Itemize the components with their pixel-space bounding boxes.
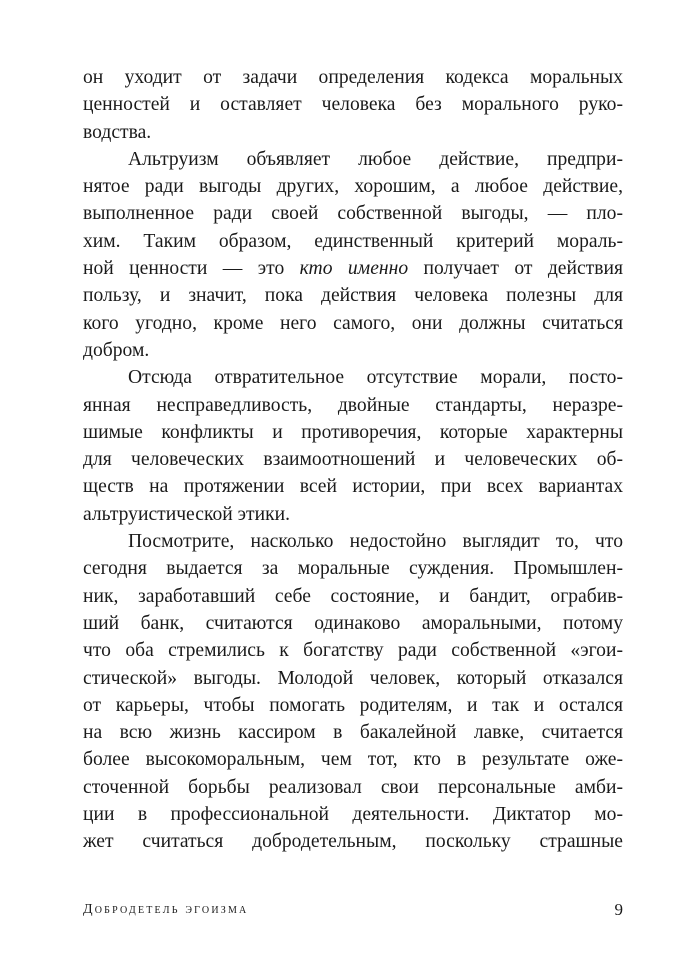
text-line: нятое ради выгоды других, хорошим, а любое действие, bbox=[83, 176, 623, 198]
emphasis-text: кто именно bbox=[299, 258, 409, 280]
page-number: 9 bbox=[614, 900, 623, 919]
text-run: ной ценности — это bbox=[83, 258, 300, 280]
page-body bbox=[83, 64, 623, 856]
text-line: хим. Таким образом, единственный критерий мораль- bbox=[83, 230, 623, 252]
text-line-with-emphasis bbox=[83, 255, 623, 282]
paragraph bbox=[83, 364, 623, 528]
text-line: более высокоморальным, чем тот, кто в результате оже- bbox=[83, 749, 623, 771]
text-run: получает от действия bbox=[408, 258, 623, 280]
text-line: янная несправедливость, двойные стандарты, неразре- bbox=[83, 394, 623, 416]
paragraph bbox=[83, 146, 623, 364]
text-line: ществ на протяжении всей истории, при всех вариантах bbox=[83, 476, 623, 498]
text-line: кого угодно, кроме него самого, они должны считаться bbox=[83, 312, 623, 334]
text-line: альтруистической этики. bbox=[83, 503, 291, 525]
text-line: жет считаться добродетельным, поскольку страшные bbox=[83, 831, 623, 853]
text-line: Отсюда отвратительное отсутствие морали, посто- bbox=[128, 367, 623, 389]
text-line: Посмотрите, насколько недостойно выглядит то, что bbox=[128, 531, 623, 553]
running-footer-title: Добродетель эгоизма bbox=[83, 902, 249, 917]
text-line: от карьеры, чтобы помогать родителям, и так и остался bbox=[83, 694, 623, 716]
text-line: шимые конфликты и противоречия, которые характерны bbox=[83, 421, 623, 443]
paragraph bbox=[83, 64, 623, 146]
text-line: ший банк, считаются одинаково аморальными, потому bbox=[83, 612, 623, 634]
text-line: он уходит от задачи определения кодекса моральных bbox=[83, 67, 623, 88]
text-line: ник, заработавший себе состояние, и бандит, ограбив- bbox=[83, 585, 623, 607]
text-line: что оба стремились к богатству ради собственной «эгои- bbox=[83, 640, 623, 662]
text-line: выполненное ради своей собственной выгоды, — пло- bbox=[83, 203, 623, 225]
text-line: ции в профессиональной деятельности. Диктатор мо- bbox=[83, 804, 623, 826]
paragraph bbox=[83, 528, 623, 856]
text-line: сегодня выдается за моральные суждения. Промышлен- bbox=[83, 558, 623, 580]
text-line: Альтруизм объявляет любое действие, предпри- bbox=[128, 148, 623, 170]
text-line: для человеческих взаимоотношений и человеческих об- bbox=[83, 449, 623, 471]
text-line: сточенной борьбы реализовал свои персональные амби- bbox=[83, 776, 623, 798]
text-line: ценностей и оставляет человека без морального руко- bbox=[83, 94, 623, 116]
text-line: добром. bbox=[83, 339, 150, 361]
text-line: пользу, и значит, пока действия человека полезны для bbox=[83, 285, 623, 307]
text-line: водства. bbox=[83, 121, 152, 143]
text-line: стической» выгоды. Молодой человек, который отказался bbox=[83, 667, 623, 689]
text-line: на всю жизнь кассиром в бакалейной лавке, считается bbox=[83, 722, 623, 744]
